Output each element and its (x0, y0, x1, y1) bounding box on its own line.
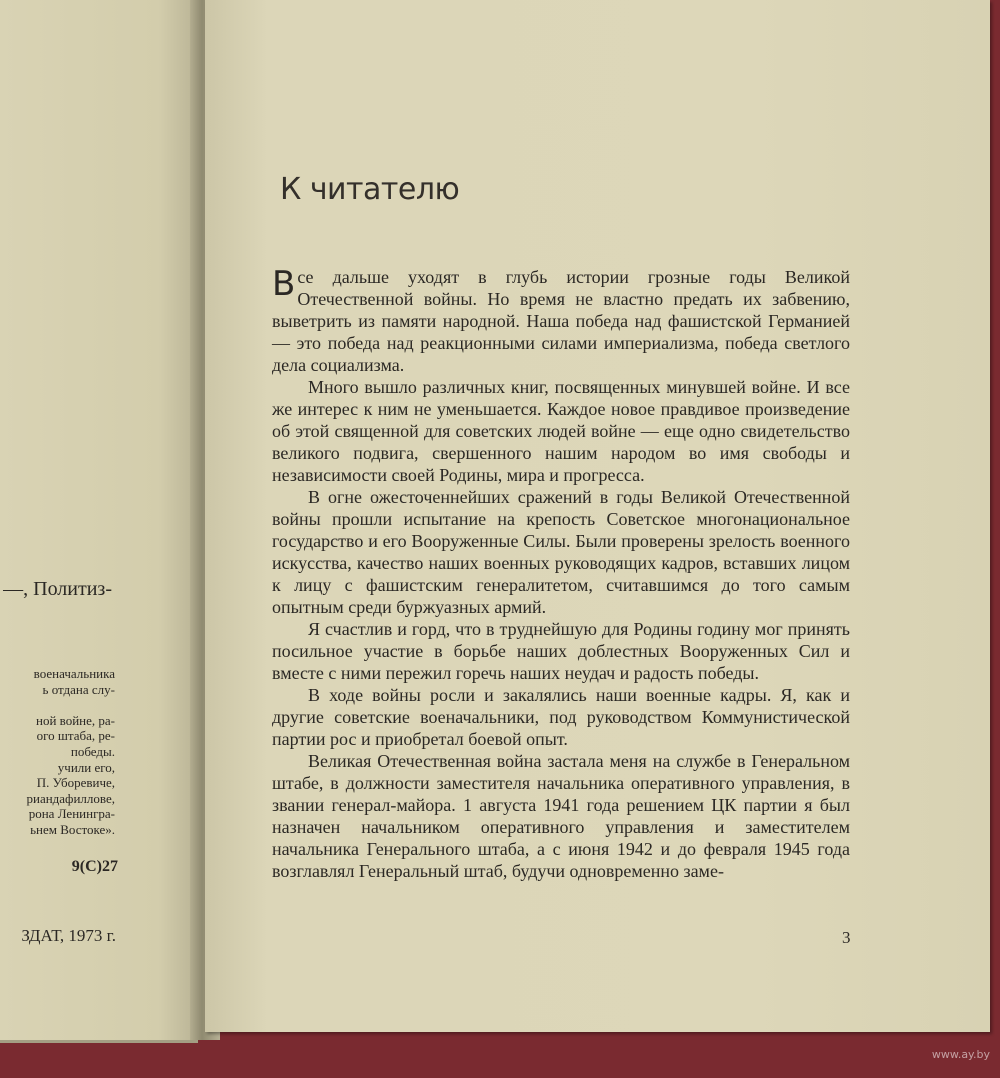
left-page-annotation (0, 666, 115, 838)
left-page-title-fragment: —, Политиз- (3, 578, 112, 600)
annotation-line: ной войне, ра- (36, 712, 115, 728)
annotation-line: ого штаба, ре- (36, 728, 115, 744)
annotation-line (0, 697, 115, 713)
paragraph: Я счастлив и горд, что в труднейшую для Родины годину мог принять посильное участие в борьбе наших доблестных Вооруженных Сил и вместе с ними пережил горечь наших неудач и радость победы. (272, 619, 850, 683)
left-page (0, 0, 198, 1043)
annotation-line: военачальника (33, 666, 115, 681)
page-number: 3 (842, 928, 851, 947)
annotation-line: учили его, (57, 759, 115, 775)
classification-index: 9(С)27 (71, 858, 118, 875)
publisher-imprint: ЗДАТ, 1973 г. (21, 926, 116, 945)
paragraph: В огне ожесточеннейших сражений в годы Великой Отечественной войны прошли испытание на крепость Советское многонациональное государство и его Вооруженные Силы. Были проверены зрелость военного искусства, качество наших военных руководящих кадров, вставших лицом к лицу с фашистским генералитетом, считавшимся до того самым опытным среди буржуазных армий. (272, 487, 850, 617)
annotation-line: ьнем Востоке». (30, 821, 115, 837)
annotation-line: ь отдана слу- (42, 681, 115, 697)
annotation-line: П. Уборевиче, (36, 775, 115, 791)
watermark: www.ay.by (931, 1048, 990, 1061)
annotation-line: победы. (70, 743, 115, 759)
paragraph: Много вышло различных книг, посвященных минувшей войне. И все же интерес к ним не уменьшается. Каждое новое правдивое произведение об этой священной для советских людей войне — еще одно свидетельство великого подвига, свершенного нашим народом во имя свободы и независимости своей Родины, мира и прогресса. (272, 377, 850, 485)
paragraph: Все дальше уходят в глубь истории грозные годы Великой Отечественной войны. Но время не властно предать их забвению, выветрить из памяти народной. Наша победа над фашистской Германией — это победа над реакционными силами империализма, победа светлого дела социализма. (272, 264, 850, 375)
page-title: К читателю (280, 172, 460, 207)
drop-cap: В (272, 264, 296, 304)
paragraph: Великая Отечественная война застала меня на службе в Генеральном штабе, в должности заместителя начальника оперативного управления, в звании генерал-майора. 1 августа 1941 года решением ЦК партии я был назначен начальником оперативного управления и заместителем начальника Генерального штаба, а с июня 1942 и до февраля 1945 года возглавлял Генеральный штаб, будучи одновременно заме- (272, 751, 850, 881)
annotation-line: риандафиллове, (26, 790, 115, 806)
annotation-line: рона Ленингра- (28, 806, 115, 822)
paragraph: В ходе войны росли и закалялись наши военные кадры. Я, как и другие советские военачальники, под руководством Коммунистической партии рос и приобретал боевой опыт. (272, 685, 850, 749)
body-text (272, 266, 850, 882)
